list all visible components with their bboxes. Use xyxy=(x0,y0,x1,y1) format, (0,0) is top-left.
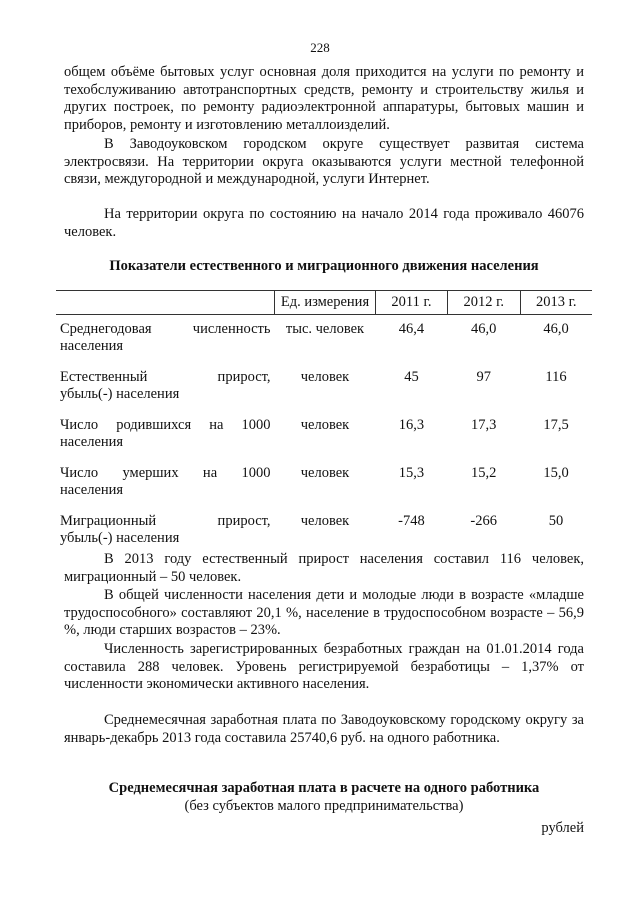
cell-2011: 45 xyxy=(404,368,419,385)
row-unit: человек xyxy=(300,416,350,433)
paragraph-age-structure: В общей численности населения дети и молодые люди в возрасте «младше трудоспособного» составляют 20,1 %, население в трудоспособном возрасте – 56,9 %, люди старших возрастов – 23%. xyxy=(64,587,584,638)
row-unit: человек xyxy=(300,368,350,385)
salary-section-subtitle: (без субъектов малого предпринимательства) xyxy=(184,798,464,814)
paragraph-telecom: В Заводоуковском городском округе существует развитая система электросвязи. На территории округа оказываются услуги местной телефонной связи, междугородной и международной, услуги Интернет. xyxy=(64,136,584,187)
table-header-row xyxy=(56,291,592,315)
cell-2012: 97 xyxy=(476,368,491,385)
row-label: Среднегодовая численность населения xyxy=(60,320,271,354)
cell-2012: 15,2 xyxy=(471,464,497,481)
table-row xyxy=(56,465,592,513)
row-label: Естественный прирост, убыль(-) населения xyxy=(60,368,271,402)
table-title: Показатели естественного и миграционного движения населения xyxy=(109,258,539,274)
cell-2013: 116 xyxy=(545,368,567,385)
table-row xyxy=(56,321,592,369)
cell-2011: 46,4 xyxy=(398,320,425,337)
paragraph-population: На территории округа по состоянию на начало 2014 года проживало 46076 человек. xyxy=(64,206,584,240)
cell-2011: -748 xyxy=(398,512,425,529)
cell-2012: 46,0 xyxy=(471,320,497,337)
row-label: Миграционный прирост, убыль(-) населения xyxy=(60,512,271,546)
header-2013: 2013 г. xyxy=(520,291,592,315)
salary-section-title: Среднемесячная заработная плата в расчете на одного работника xyxy=(108,780,540,796)
paragraph-unemployment: Численность зарегистрированных безработных граждан на 01.01.2014 года составила 288 человек. Уровень регистрируемой безработицы – 1,37% от численности экономически активного населения. xyxy=(64,641,584,692)
table-row xyxy=(56,369,592,417)
cell-2013: 15,0 xyxy=(543,464,569,481)
page-number: 228 xyxy=(310,40,330,55)
salary-unit-label: рублей xyxy=(541,820,584,836)
cell-2011: 16,3 xyxy=(398,416,425,433)
row-unit: человек xyxy=(300,464,350,481)
header-2012: 2012 г. xyxy=(447,291,520,315)
paragraph-average-salary: Среднемесячная заработная плата по Заводоуковскому городскому округу за январь-декабрь 2013 года составила 25740,6 руб. на одного работника. xyxy=(64,712,584,746)
cell-2012: 17,3 xyxy=(471,416,497,433)
header-indicator xyxy=(56,291,275,315)
table-row xyxy=(56,417,592,465)
paragraph-growth-2013: В 2013 году естественный прирост населения составил 116 человек, миграционный – 50 человек. xyxy=(64,551,584,585)
cell-2013: 50 xyxy=(548,512,564,529)
header-2011: 2011 г. xyxy=(376,291,448,315)
cell-2012: -266 xyxy=(470,512,498,529)
row-unit: человек xyxy=(300,512,350,529)
paragraph-household-services: общем объёме бытовых услуг основная доля приходится на услуги по ремонту и техобслуживанию автотранспортных средств, ремонту и строительству жилья и других построек, по ремонту радиоэлектронной аппаратуры, бытовых машин и приборов, ремонту и изготовлению металлоизделий. xyxy=(64,64,584,133)
cell-2011: 15,3 xyxy=(398,464,425,481)
cell-2013: 46,0 xyxy=(543,320,569,337)
population-movement-table xyxy=(56,290,592,561)
header-unit: Ед. измерения xyxy=(275,291,376,315)
row-label: Число умерших на 1000 населения xyxy=(60,464,271,498)
row-label: Число родившихся на 1000 населения xyxy=(60,416,271,450)
row-unit: тыс. человек xyxy=(285,320,365,337)
cell-2013: 17,5 xyxy=(543,416,569,433)
